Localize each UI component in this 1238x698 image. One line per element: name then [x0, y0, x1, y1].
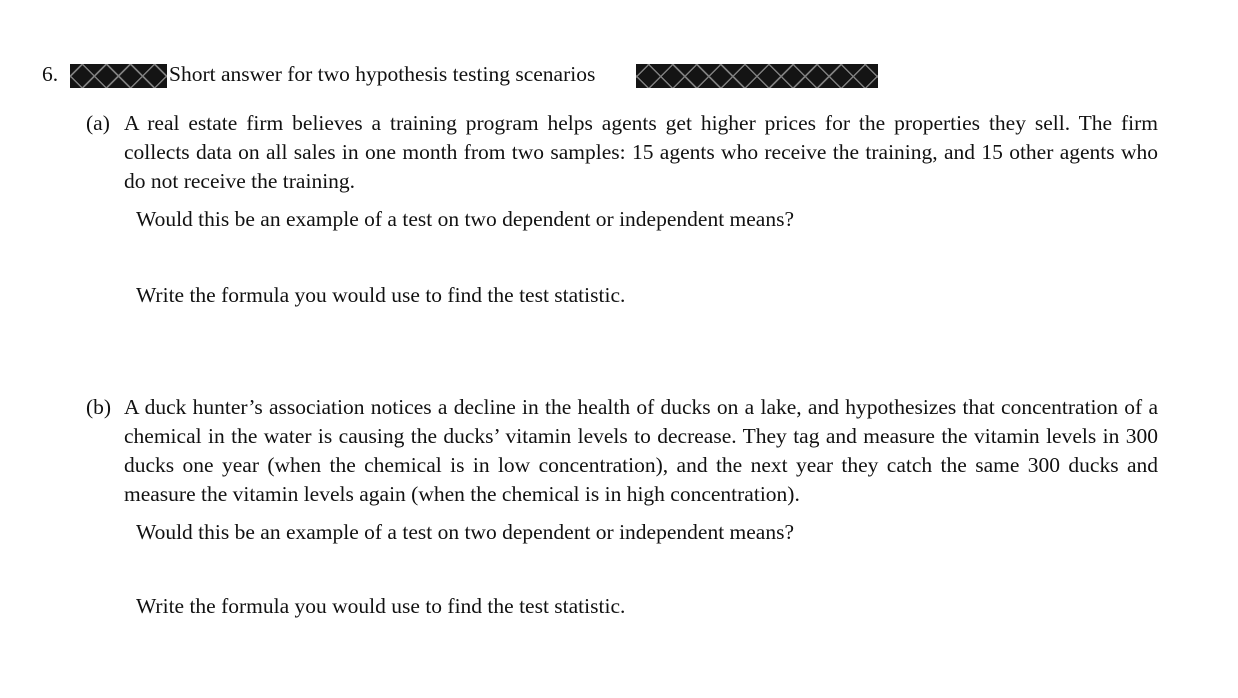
part-a-prompt-formula: Write the formula you would use to find the test statistic. — [136, 283, 626, 307]
question-number: 6. — [42, 62, 59, 86]
part-b-label: (b) — [86, 395, 112, 419]
part-b-scenario: A duck hunter’s association notices a decline in the health of ducks on a lake, and hypothesizes that concentration of a chemical in the water is causing the ducks’ vitamin levels to decrease. They tag and measure the vitamin levels in 300 ducks one year (when the chemical is in low concentration), and the next year they catch the same 300 ducks and measure the vitamin levels again (when the chemical is in high concentration). — [124, 395, 1158, 506]
part-a-scenario: A real estate firm believes a training program helps agents get higher prices for the properties they sell. The firm collects data on all sales in one month from two samples: 15 agents who receive the training, and 15 other agents who do not receive the training. — [124, 111, 1158, 193]
redaction-block-left — [70, 64, 167, 88]
redaction-block-right — [636, 64, 878, 88]
part-a-label: (a) — [86, 111, 110, 135]
part-b-prompt-means-type: Would this be an example of a test on two dependent or independent means? — [136, 520, 795, 544]
part-b-prompt-formula: Write the formula you would use to find the test statistic. — [136, 594, 626, 618]
part-a-prompt-means-type: Would this be an example of a test on two dependent or independent means? — [136, 207, 795, 231]
question-title: Short answer for two hypothesis testing scenarios — [169, 62, 596, 86]
